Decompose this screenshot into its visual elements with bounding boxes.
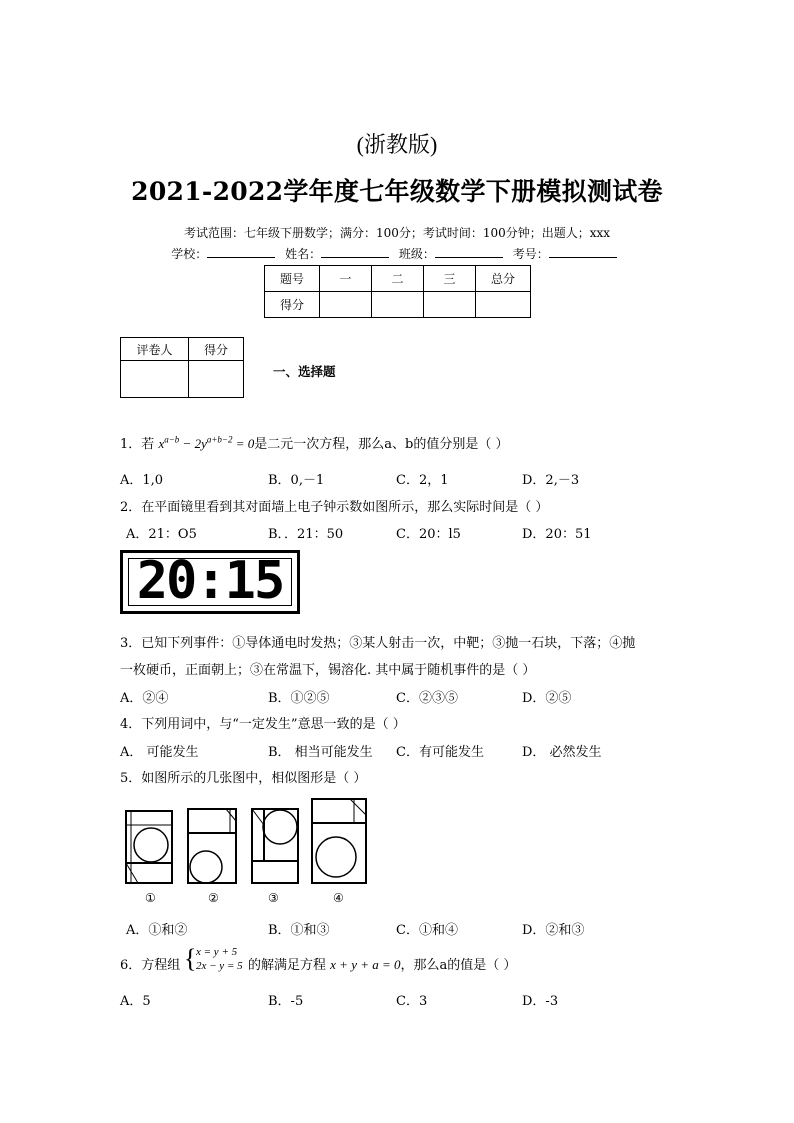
option-b: B．①②⑤ — [268, 691, 330, 706]
option-b: B．0,－1 — [268, 473, 325, 488]
grader-cell — [121, 361, 189, 398]
option-d: D．②和③ — [522, 923, 585, 938]
question-2: 2．在平面镜里看到其对面墙上电子钟示数如图所示，那么实际时间是（ ） — [120, 500, 549, 515]
class-blank — [435, 245, 503, 258]
name-blank — [321, 245, 389, 258]
question-number: 1． — [120, 437, 142, 452]
option-c: C．有可能发生 — [396, 745, 484, 760]
equation: $x^{a-b} - 2y^{a+b-2} = 0$ — [158, 434, 255, 451]
option-a: A．5 — [120, 994, 151, 1009]
score-cell — [320, 292, 372, 318]
question-text: ，那么a的值是（ ） — [400, 958, 517, 973]
option-b: B．①和③ — [268, 923, 330, 938]
option-c: C．①和④ — [396, 923, 458, 938]
system-of-equations — [196, 945, 243, 973]
brace-symbol: { — [184, 944, 197, 973]
question-1 — [120, 433, 509, 452]
option-d: D．②⑤ — [522, 691, 572, 706]
score-table-header: 三 — [424, 266, 476, 292]
option-c: C．2，1 — [396, 473, 449, 488]
equation-3: x + y + a = 0 — [330, 957, 401, 972]
option-b: B．-5 — [268, 994, 304, 1009]
option-b: B． 相当可能发生 — [268, 745, 373, 760]
shape-2 — [188, 809, 236, 883]
grader-cell — [189, 361, 244, 398]
equation-1: x = y + 5 — [196, 946, 238, 958]
question-3-line-2: 一枚硬币，正面朝上；③在常温下，锡溶化. 其中属于随机事件的是（ ） — [120, 663, 536, 678]
question-6-prefix: 6．方程组 — [120, 958, 181, 973]
score-table-row-label: 得分 — [265, 292, 320, 318]
option-a: A．①和② — [126, 923, 188, 938]
grader-header: 得分 — [189, 338, 244, 361]
grader-table — [120, 337, 244, 398]
score-table-header: 总分 — [476, 266, 531, 292]
student-info-fields — [0, 245, 794, 262]
option-d: D．2,－3 — [522, 473, 580, 488]
exam-number-blank — [549, 245, 617, 258]
score-table-header: 一 — [320, 266, 372, 292]
question-5: 5．如图所示的几张图中，相似图形是（ ） — [120, 771, 367, 786]
question-4: 4．下列用词中，与“一定发生”意思一致的是（ ） — [120, 717, 406, 732]
figure-label-3: ③ — [268, 891, 279, 905]
option-a: A．21：O5 — [126, 527, 197, 542]
exam-meta: 考试范围：七年级下册数学；满分：100分；考试时间：100分钟；出题人；xxx — [183, 226, 611, 240]
option-d: D．-3 — [522, 994, 559, 1009]
clock-digits: 20:15 — [136, 551, 284, 611]
exam-number-label: 考号： — [512, 247, 549, 261]
shape-4 — [312, 799, 366, 883]
score-cell — [372, 292, 424, 318]
option-d: D． 必然发生 — [522, 745, 602, 760]
grader-header: 评卷人 — [121, 338, 189, 361]
question-text: 的解满足方程 — [248, 958, 327, 973]
score-table-header: 题号 — [265, 266, 320, 292]
digital-clock-figure — [120, 550, 300, 614]
school-blank — [207, 245, 275, 258]
figure-label-4: ④ — [333, 891, 344, 905]
figure-label-1: ① — [145, 891, 156, 905]
option-c: C．3 — [396, 994, 428, 1009]
option-a: A．②④ — [120, 691, 169, 706]
exam-title: 2021-2022学年度七年级数学下册模拟测试卷 — [131, 177, 663, 206]
score-table — [264, 265, 531, 318]
option-a: A．1,0 — [120, 473, 164, 488]
option-a: A． 可能发生 — [120, 745, 199, 760]
question-3-line-1: 3．已知下列事件：①导体通电时发热；③某人射击一次，中靶；③抛一石块，下落；④抛 — [120, 636, 636, 651]
question-6-text — [248, 954, 516, 973]
similar-shapes-figure — [118, 795, 388, 907]
name-label: 姓名： — [285, 247, 322, 261]
option-d: D．20：51 — [522, 527, 592, 542]
score-cell — [424, 292, 476, 318]
edition-label: (浙教版) — [356, 132, 438, 157]
class-label: 班级： — [398, 247, 435, 261]
figure-label-2: ② — [208, 891, 219, 905]
shape-3 — [252, 809, 298, 883]
score-table-header: 二 — [372, 266, 424, 292]
equation-2: 2x − y = 5 — [196, 960, 243, 972]
option-c: C．②③⑤ — [396, 691, 458, 706]
option-b: B．．21：50 — [268, 527, 344, 542]
question-text: 是二元一次方程，那么a、b的值分别是（ ） — [254, 437, 509, 452]
section-heading: 一、选择题 — [273, 364, 336, 379]
school-label: 学校： — [171, 247, 208, 261]
score-cell — [476, 292, 531, 318]
question-text: 若 — [141, 437, 155, 452]
shape-1 — [126, 811, 172, 883]
option-c: C．20：l5 — [396, 527, 461, 542]
